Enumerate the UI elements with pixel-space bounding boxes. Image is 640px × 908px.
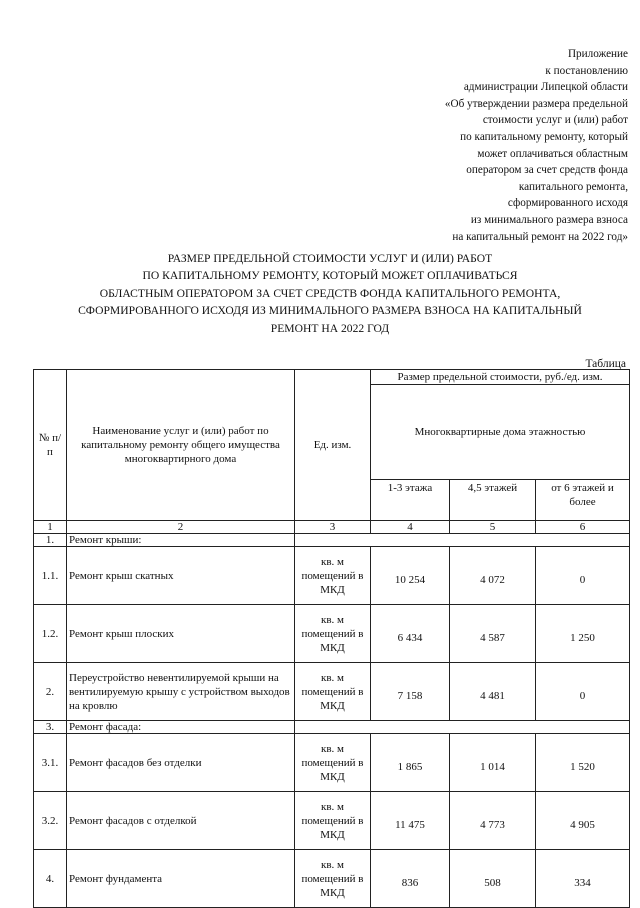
row-value-6-plus-floors: 4 905: [536, 792, 630, 850]
row-value-1-3-floors: 6 434: [371, 605, 450, 663]
row-value-4-5-floors: 508: [450, 850, 536, 908]
section-row: [34, 721, 630, 734]
header-cost: Размер предельной стоимости, руб./ед. изм.: [371, 370, 630, 385]
row-value-1-3-floors: 10 254: [371, 547, 450, 605]
row-value-1-3-floors: 7 158: [371, 663, 450, 721]
appendix-line: капитального ремонта,: [518, 180, 628, 193]
cost-table: [33, 369, 630, 908]
appendix-line: Приложение: [567, 48, 628, 60]
header-floors-1: 1-3 этажа: [371, 480, 450, 521]
appendix-line: администрации Липецкой области: [463, 81, 628, 94]
section-row: [34, 534, 630, 547]
row-value-1-3-floors: 836: [371, 850, 450, 908]
appendix-line: может оплачиваться областным: [477, 147, 628, 160]
appendix-line: «Об утверждении размера предельной: [444, 97, 628, 110]
appendix-line: сформированного исходя: [507, 197, 628, 210]
col-number: 4: [371, 521, 450, 534]
header-unit: Ед. изм.: [295, 370, 371, 521]
table-label: Таблица: [585, 358, 626, 370]
row-value-4-5-floors: 4 072: [450, 547, 536, 605]
header-name: Наименование услуг и (или) работ по капитальному ремонту общего имущества многоквартирного дома: [67, 370, 295, 521]
table-row: [34, 734, 630, 792]
row-number: 1.2.: [34, 605, 67, 663]
header-houses: Многоквартирные дома этажностью: [371, 385, 630, 480]
title-line: РАЗМЕР ПРЕДЕЛЬНОЙ СТОИМОСТИ УСЛУГ И (ИЛИ) РАБОТ: [167, 252, 493, 265]
appendix-line: по капитальному ремонту, который: [460, 130, 628, 143]
row-number: 2.: [34, 663, 67, 721]
col-number: 3: [295, 521, 371, 534]
table-row: [34, 605, 630, 663]
header-row: [34, 370, 630, 385]
row-value-1-3-floors: 11 475: [371, 792, 450, 850]
appendix-line: к постановлению: [545, 64, 628, 77]
header-num: № п/п: [34, 370, 67, 521]
row-number: 1.: [34, 534, 67, 547]
row-value-1-3-floors: 1 865: [371, 734, 450, 792]
row-value-4-5-floors: 4 773: [450, 792, 536, 850]
row-number: 4.: [34, 850, 67, 908]
table-row: [34, 547, 630, 605]
row-value-6-plus-floors: 1 520: [536, 734, 630, 792]
section-title: Ремонт крыши:: [67, 534, 295, 547]
row-unit: кв. м помещений в МКД: [295, 734, 371, 792]
row-value-4-5-floors: 4 587: [450, 605, 536, 663]
row-value-6-plus-floors: 1 250: [536, 605, 630, 663]
table-row: [34, 792, 630, 850]
col-number: 5: [450, 521, 536, 534]
row-unit: кв. м помещений в МКД: [295, 792, 371, 850]
table-row: [34, 850, 630, 908]
col-number: 1: [34, 521, 67, 534]
row-unit: кв. м помещений в МКД: [295, 850, 371, 908]
title-line: ОБЛАСТНЫМ ОПЕРАТОРОМ ЗА СЧЕТ СРЕДСТВ ФОНДА КАПИТАЛЬНОГО РЕМОНТА,: [99, 286, 561, 300]
table-row: [34, 663, 630, 721]
row-number: 1.1.: [34, 547, 67, 605]
appendix-line: оператором за счет средств фонда: [466, 164, 628, 177]
row-unit: кв. м помещений в МКД: [295, 605, 371, 663]
header-floors-2: 4,5 этажей: [450, 480, 536, 521]
row-value-6-plus-floors: 334: [536, 850, 630, 908]
column-number-row: [34, 521, 630, 534]
row-empty: [295, 534, 630, 547]
row-name: Ремонт крыш плоских: [67, 605, 295, 663]
row-unit: кв. м помещений в МКД: [295, 663, 371, 721]
row-value-4-5-floors: 4 481: [450, 663, 536, 721]
row-number: 3.: [34, 721, 67, 734]
row-unit: кв. м помещений в МКД: [295, 547, 371, 605]
row-name: Переустройство невентилируемой крыши на вентилируемую крышу с устройством выходов на кровлю: [67, 663, 295, 721]
row-name: Ремонт фундамента: [67, 850, 295, 908]
appendix-line: стоимости услуг и (или) работ: [482, 114, 628, 127]
title-line: ПО КАПИТАЛЬНОМУ РЕМОНТУ, КОТОРЫЙ МОЖЕТ ОПЛАЧИВАТЬСЯ: [142, 269, 518, 283]
col-number: 6: [536, 521, 630, 534]
row-name: Ремонт крыш скатных: [67, 547, 295, 605]
row-number: 3.1.: [34, 734, 67, 792]
row-value-4-5-floors: 1 014: [450, 734, 536, 792]
title-line: РЕМОНТ НА 2022 ГОД: [270, 321, 390, 335]
row-name: Ремонт фасадов без отделки: [67, 734, 295, 792]
row-empty: [295, 721, 630, 734]
appendix-line: из минимального размера взноса: [470, 213, 628, 226]
header-floors-3: от 6 этажей и более: [536, 480, 630, 521]
row-value-6-plus-floors: 0: [536, 663, 630, 721]
col-number: 2: [67, 521, 295, 534]
row-name: Ремонт фасадов с отделкой: [67, 792, 295, 850]
section-title: Ремонт фасада:: [67, 721, 295, 734]
appendix-line: на капитальный ремонт на 2022 год»: [452, 230, 628, 243]
title-line: СФОРМИРОВАННОГО ИСХОДЯ ИЗ МИНИМАЛЬНОГО РАЗМЕРА ВЗНОСА НА КАПИТАЛЬНЫЙ: [78, 304, 582, 318]
row-number: 3.2.: [34, 792, 67, 850]
appendix-header: [328, 46, 628, 245]
row-value-6-plus-floors: 0: [536, 547, 630, 605]
document-title: [20, 250, 640, 337]
